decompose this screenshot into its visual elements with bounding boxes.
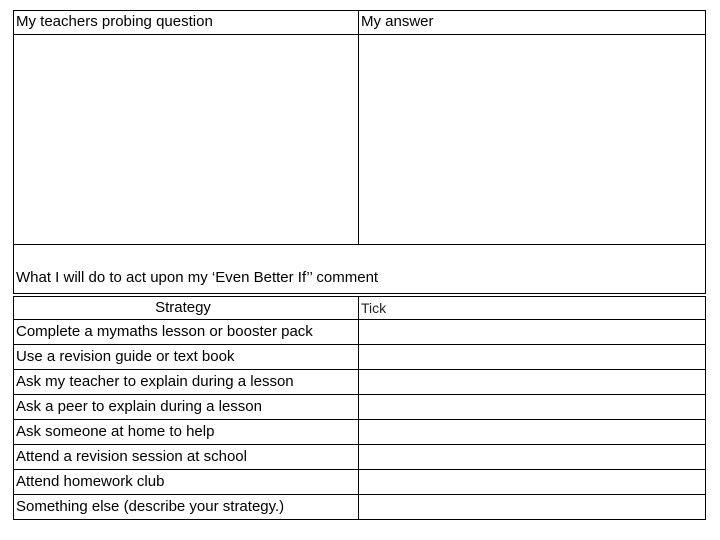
- tick-box-2[interactable]: [358, 344, 706, 370]
- ebi-section-title: [13, 244, 706, 294]
- strategy-row-8: [13, 494, 359, 520]
- tick-column-header: [358, 296, 706, 320]
- answer-header: [358, 10, 706, 35]
- probing-question-header: [13, 10, 359, 35]
- strategy-text: Something else (describe your strategy.): [16, 498, 285, 515]
- strategy-text: Complete a mymaths lesson or booster pack: [16, 323, 313, 340]
- probing-question-field[interactable]: [13, 34, 359, 245]
- tick-box-8[interactable]: [358, 494, 706, 520]
- strategy-row-6: [13, 444, 359, 470]
- strategy-text: Use a revision guide or text book: [16, 348, 235, 365]
- tick-header-text: Tick: [361, 300, 387, 316]
- strategy-text: Ask a peer to explain during a lesson: [16, 398, 262, 415]
- strategy-text: Attend a revision session at school: [16, 448, 247, 465]
- strategy-row-4: [13, 394, 359, 420]
- tick-box-4[interactable]: [358, 394, 706, 420]
- ebi-title-text: What I will do to act upon my ‘Even Better If’’ comment: [16, 269, 379, 286]
- strategy-row-3: [13, 369, 359, 395]
- tick-box-7[interactable]: [358, 469, 706, 495]
- strategy-row-2: [13, 344, 359, 370]
- strategy-text: Attend homework club: [16, 473, 165, 490]
- tick-box-1[interactable]: [358, 319, 706, 345]
- answer-label: My answer: [361, 13, 434, 30]
- tick-box-5[interactable]: [358, 419, 706, 445]
- strategy-text: Ask someone at home to help: [16, 423, 215, 440]
- answer-field[interactable]: [358, 34, 706, 245]
- tick-box-3[interactable]: [358, 369, 706, 395]
- strategy-row-7: [13, 469, 359, 495]
- strategy-row-1: [13, 319, 359, 345]
- strategy-text: Ask my teacher to explain during a lesson: [16, 373, 294, 390]
- strategy-header-text: Strategy: [155, 299, 211, 316]
- strategy-row-5: [13, 419, 359, 445]
- strategy-column-header: [13, 296, 359, 320]
- tick-box-6[interactable]: [358, 444, 706, 470]
- probing-question-label: My teachers probing question: [16, 13, 213, 30]
